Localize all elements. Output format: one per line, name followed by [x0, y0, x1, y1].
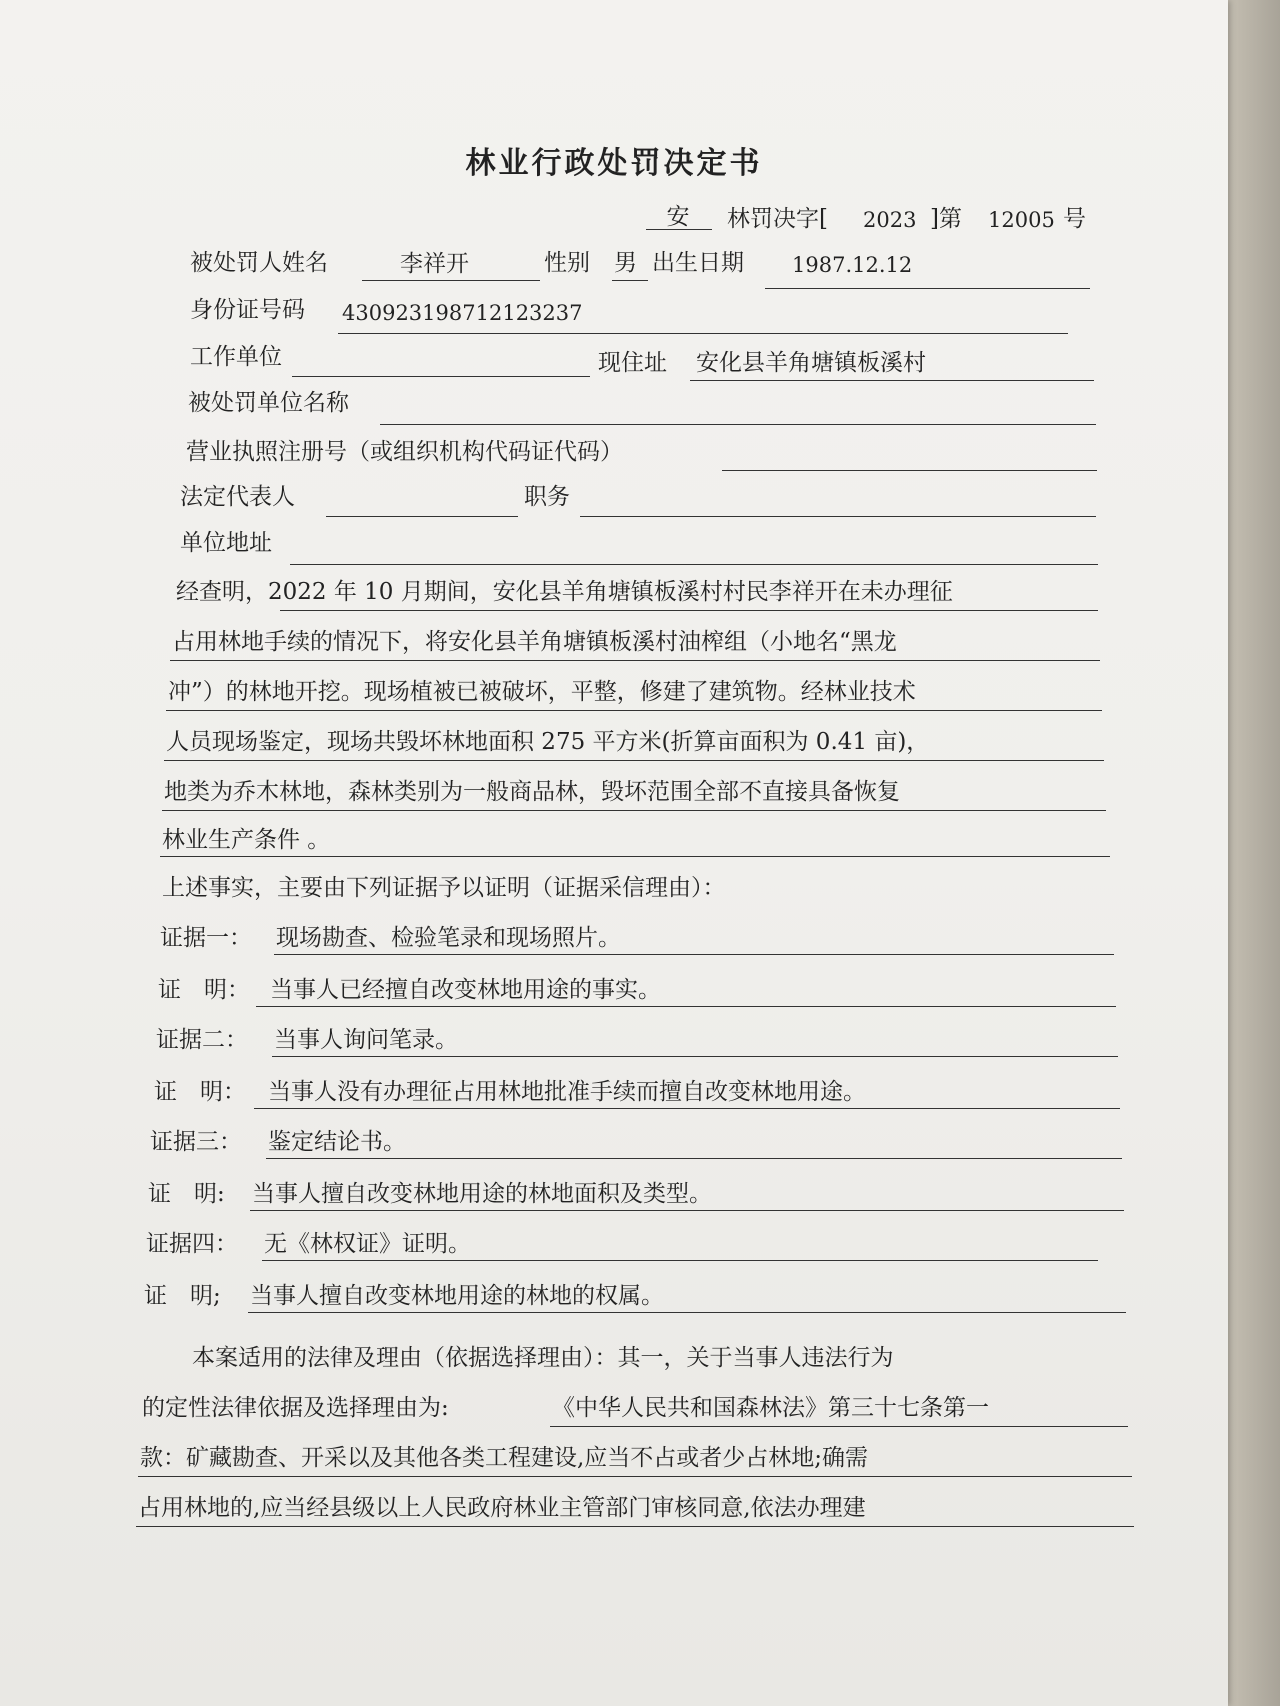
license-field [722, 440, 1097, 471]
facts-line-3: 冲”）的林地开挖。现场植被已被破坏，平整，修建了建筑物。经林业技术 [168, 679, 916, 705]
work-field [292, 346, 590, 377]
doc-mid: 林罚决字[ [727, 206, 828, 232]
facts-line-5: 地类为乔木林地，森林类别为一般商品林，毁坏范围全部不直接具备恢复 [164, 779, 900, 805]
evidence-7-underline [262, 1259, 1098, 1261]
license-label: 营业执照注册号（或组织机构代码证代码） [186, 439, 623, 465]
doc-prefix: 安 [666, 204, 690, 230]
evidence-7-text: 无《林权证》证明。 [264, 1231, 471, 1257]
name-value: 李祥开 [400, 251, 469, 277]
unit-address-field [290, 534, 1098, 565]
law-line-4: 占用林地的,应当经县级以上人民政府林业主管部门审核同意,依法办理建 [138, 1495, 866, 1521]
doc-number: 12005 [988, 208, 1055, 232]
facts-line-6: 林业生产条件 。 [162, 827, 331, 853]
gender-value: 男 [614, 250, 637, 276]
evidence-1-label: 证据一： [160, 925, 252, 951]
evidence-2-underline [256, 1005, 1116, 1007]
unit-name-field [380, 394, 1096, 425]
unit-name-label: 被处罚单位名称 [188, 390, 349, 416]
law-underline-3 [138, 1475, 1132, 1477]
law-line-2b: 《中华人民共和国森林法》第三十七条第一 [552, 1395, 989, 1421]
evidence-1-underline [274, 953, 1114, 955]
evidence-3-label: 证据二： [156, 1027, 248, 1053]
evidence-8-text: 当事人擅自改变林地用途的林地的权属。 [250, 1283, 664, 1309]
position-label: 职务 [524, 484, 570, 510]
evidence-8-label: 证 明; [144, 1283, 221, 1309]
evidence-2-label: 证 明： [158, 977, 250, 1003]
evidence-5-text: 鉴定结论书。 [268, 1129, 406, 1155]
address-label: 现住址 [598, 350, 667, 376]
facts-underline-5 [162, 809, 1106, 811]
evidence-3-underline [272, 1055, 1118, 1057]
evidence-3-text: 当事人询问笔录。 [274, 1027, 458, 1053]
gender-label: 性别 [544, 250, 590, 276]
evidence-1-text: 现场勘查、检验笔录和现场照片。 [276, 925, 621, 951]
evidence-4-label: 证 明： [154, 1079, 246, 1105]
facts-line-2: 占用林地手续的情况下，将安化县羊角塘镇板溪村油榨组（小地名“黑龙 [172, 629, 897, 655]
law-line-3: 款：矿藏勘查、开采以及其他各类工程建设,应当不占或者少占林地;确需 [140, 1445, 869, 1471]
birth-label: 出生日期 [652, 250, 744, 276]
evidence-5-label: 证据三： [150, 1129, 242, 1155]
evidence-4-underline [254, 1107, 1120, 1109]
evidence-2-text: 当事人已经擅自改变林地用途的事实。 [270, 977, 661, 1003]
name-label: 被处罚人姓名 [190, 250, 328, 276]
law-line-2a: 的定性法律依据及选择理由为: [142, 1395, 449, 1421]
facts-underline-1 [280, 609, 1098, 611]
evidence-6-text: 当事人擅自改变林地用途的林地面积及类型。 [252, 1181, 712, 1207]
facts-line-4: 人员现场鉴定，现场共毁坏林地面积 275 平方米(折算亩面积为 0.41 亩)， [166, 729, 930, 755]
doc-year: 2023 [863, 208, 917, 232]
legal-rep-label: 法定代表人 [180, 484, 295, 510]
evidence-intro: 上述事实，主要由下列证据予以证明（证据采信理由）： [162, 875, 726, 901]
law-underline-4 [136, 1525, 1134, 1527]
facts-underline-6 [160, 855, 1110, 857]
doc-suffix: 号 [1063, 206, 1086, 232]
position-field [580, 486, 1096, 517]
evidence-6-underline [250, 1209, 1124, 1211]
id-label: 身份证号码 [190, 297, 305, 323]
doc-after-year: ]第 [930, 206, 962, 232]
evidence-7-label: 证据四： [146, 1231, 238, 1257]
evidence-8-underline [248, 1311, 1126, 1313]
id-value: 430923198712123237 [342, 301, 583, 325]
facts-line-1: 经查明，2022 年 10 月期间，安化县羊角塘镇板溪村村民李祥开在未办理征 [176, 579, 953, 605]
evidence-5-underline [266, 1157, 1122, 1159]
legal-rep-field [326, 486, 518, 517]
birth-value: 1987.12.12 [792, 253, 913, 277]
doc-prefix-underline [646, 228, 712, 230]
facts-underline-2 [170, 659, 1100, 661]
evidence-6-label: 证 明: [148, 1181, 225, 1207]
address-value: 安化县羊角塘镇板溪村 [696, 350, 926, 376]
law-line-1: 本案适用的法律及理由（依据选择理由）：其一，关于当事人违法行为 [192, 1345, 894, 1371]
evidence-4-text: 当事人没有办理征占用林地批准手续而擅自改变林地用途。 [268, 1079, 866, 1105]
facts-underline-4 [164, 759, 1104, 761]
document-title: 林业行政处罚决定书 [465, 146, 763, 181]
work-label: 工作单位 [190, 344, 282, 370]
unit-address-label: 单位地址 [180, 530, 272, 556]
law-underline-2 [550, 1425, 1128, 1427]
facts-underline-3 [166, 709, 1102, 711]
